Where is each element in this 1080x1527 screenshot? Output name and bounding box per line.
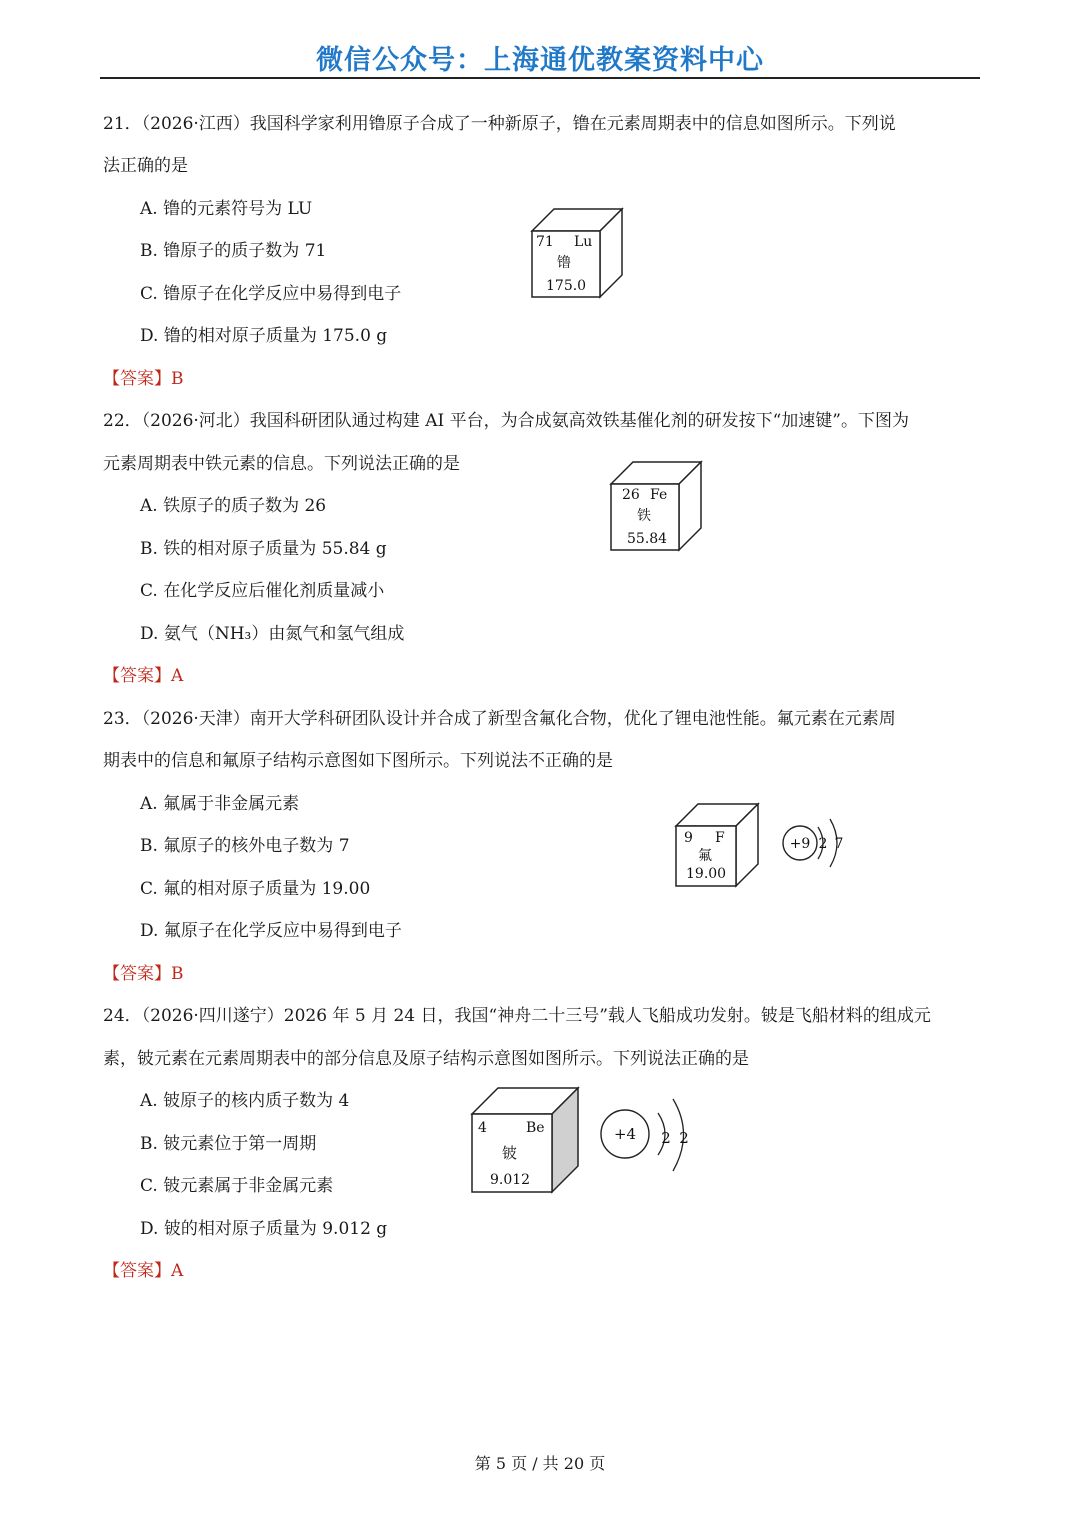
answer-label: 【答案】 <box>103 964 171 984</box>
question-23-answer <box>103 962 184 986</box>
question-23-option-a: A. 氟属于非金属元素 <box>140 794 300 814</box>
question-22-stem-line2: 元素周期表中铁元素的信息。下列说法正确的是 <box>103 454 460 474</box>
question-22-answer <box>103 664 183 688</box>
element-card-fe <box>607 458 707 553</box>
element-mass: 175.0 <box>546 278 587 294</box>
question-21-option-c: C. 镥原子在化学反应中易得到电子 <box>140 284 402 304</box>
element-symbol: Lu <box>574 234 593 250</box>
shell-1-electrons: 2 <box>661 1129 671 1147</box>
shell-1-electrons: 2 <box>818 836 828 852</box>
question-21-option-b: B. 镥原子的质子数为 71 <box>140 241 327 261</box>
element-number: 4 <box>478 1120 487 1136</box>
question-22-option-b: B. 铁的相对原子质量为 55.84 g <box>140 539 387 559</box>
element-number: 9 <box>684 830 693 846</box>
shell-2-electrons: 7 <box>834 836 844 852</box>
page-header-title: 微信公众号：上海通优教案资料中心 <box>316 45 764 76</box>
atom-diagram-f <box>778 813 850 875</box>
nucleus-charge: +4 <box>613 1125 637 1143</box>
question-24-stem-line2: 素，铍元素在元素周期表中的部分信息及原子结构示意图如图所示。下列说法正确的是 <box>103 1049 749 1069</box>
element-name: 镥 <box>557 255 571 271</box>
element-card-lu <box>528 205 628 300</box>
question-23-option-c: C. 氟的相对原子质量为 19.00 <box>140 879 371 899</box>
answer-letter: B <box>171 369 184 389</box>
question-23-option-d: D. 氟原子在化学反应中易得到电子 <box>140 921 402 941</box>
element-name: 氟 <box>698 848 712 864</box>
question-23-stem-line1: 23．（2026·天津）南开大学科研团队设计并合成了新型含氟化合物，优化了锂电池性能。氟元素在元素周 <box>103 709 896 729</box>
question-22-option-a: A. 铁原子的质子数为 26 <box>140 496 327 516</box>
element-mass: 9.012 <box>490 1172 531 1188</box>
question-21-stem-line2: 法正确的是 <box>103 156 188 176</box>
answer-letter: B <box>171 964 184 984</box>
answer-label: 【答案】 <box>103 369 171 389</box>
page-number-footer: 第 5 页 / 共 20 页 <box>474 1454 606 1473</box>
question-21-answer <box>103 367 184 391</box>
element-symbol: F <box>715 830 725 846</box>
question-24-stem-line1: 24．（2026·四川遂宁）2026 年 5 月 24 日，我国“神舟二十三号”载人飞船成功发射。铍是飞船材料的组成元 <box>103 1006 931 1026</box>
element-card-f <box>672 800 764 890</box>
element-mass: 55.84 <box>627 531 668 547</box>
element-name: 铁 <box>637 508 651 524</box>
answer-letter: A <box>171 666 184 686</box>
question-24-option-c: C. 铍元素属于非金属元素 <box>140 1176 334 1196</box>
answer-letter: A <box>171 1261 184 1281</box>
element-symbol: Fe <box>650 487 668 503</box>
question-22-option-c: C. 在化学反应后催化剂质量减小 <box>140 581 385 601</box>
question-23-stem-line2: 期表中的信息和氟原子结构示意图如下图所示。下列说法不正确的是 <box>103 751 613 771</box>
question-21-option-a: A. 镥的元素符号为 LU <box>140 199 313 219</box>
atom-diagram-be <box>598 1093 694 1179</box>
answer-label: 【答案】 <box>103 666 171 686</box>
element-number: 26 <box>622 487 640 503</box>
answer-label: 【答案】 <box>103 1261 171 1281</box>
nucleus-charge: +9 <box>789 836 811 852</box>
question-24-option-b: B. 铍元素位于第一周期 <box>140 1134 317 1154</box>
question-21-stem-line1: 21．（2026·江西）我国科学家利用镥原子合成了一种新原子，镥在元素周期表中的信息如图所示。下列说 <box>103 114 896 134</box>
question-24-answer <box>103 1259 183 1283</box>
element-mass: 19.00 <box>686 866 727 882</box>
question-24-option-d: D. 铍的相对原子质量为 9.012 g <box>140 1219 388 1239</box>
question-22-stem-line1: 22．（2026·河北）我国科研团队通过构建 AI 平台，为合成氨高效铁基催化剂的研发按下“加速键”。下图为 <box>103 411 909 431</box>
question-22-option-d: D. 氨气（NH₃）由氮气和氢气组成 <box>140 624 405 644</box>
header-divider <box>100 77 980 79</box>
element-symbol: Be <box>526 1120 545 1136</box>
element-number: 71 <box>536 234 554 250</box>
shell-2-electrons: 2 <box>679 1129 689 1147</box>
question-23-option-b: B. 氟原子的核外电子数为 7 <box>140 836 350 856</box>
element-name: 铍 <box>502 1144 518 1162</box>
element-card-be <box>468 1084 584 1196</box>
question-21-option-d: D. 镥的相对原子质量为 175.0 g <box>140 326 388 346</box>
question-24-option-a: A. 铍原子的核内质子数为 4 <box>140 1091 350 1111</box>
